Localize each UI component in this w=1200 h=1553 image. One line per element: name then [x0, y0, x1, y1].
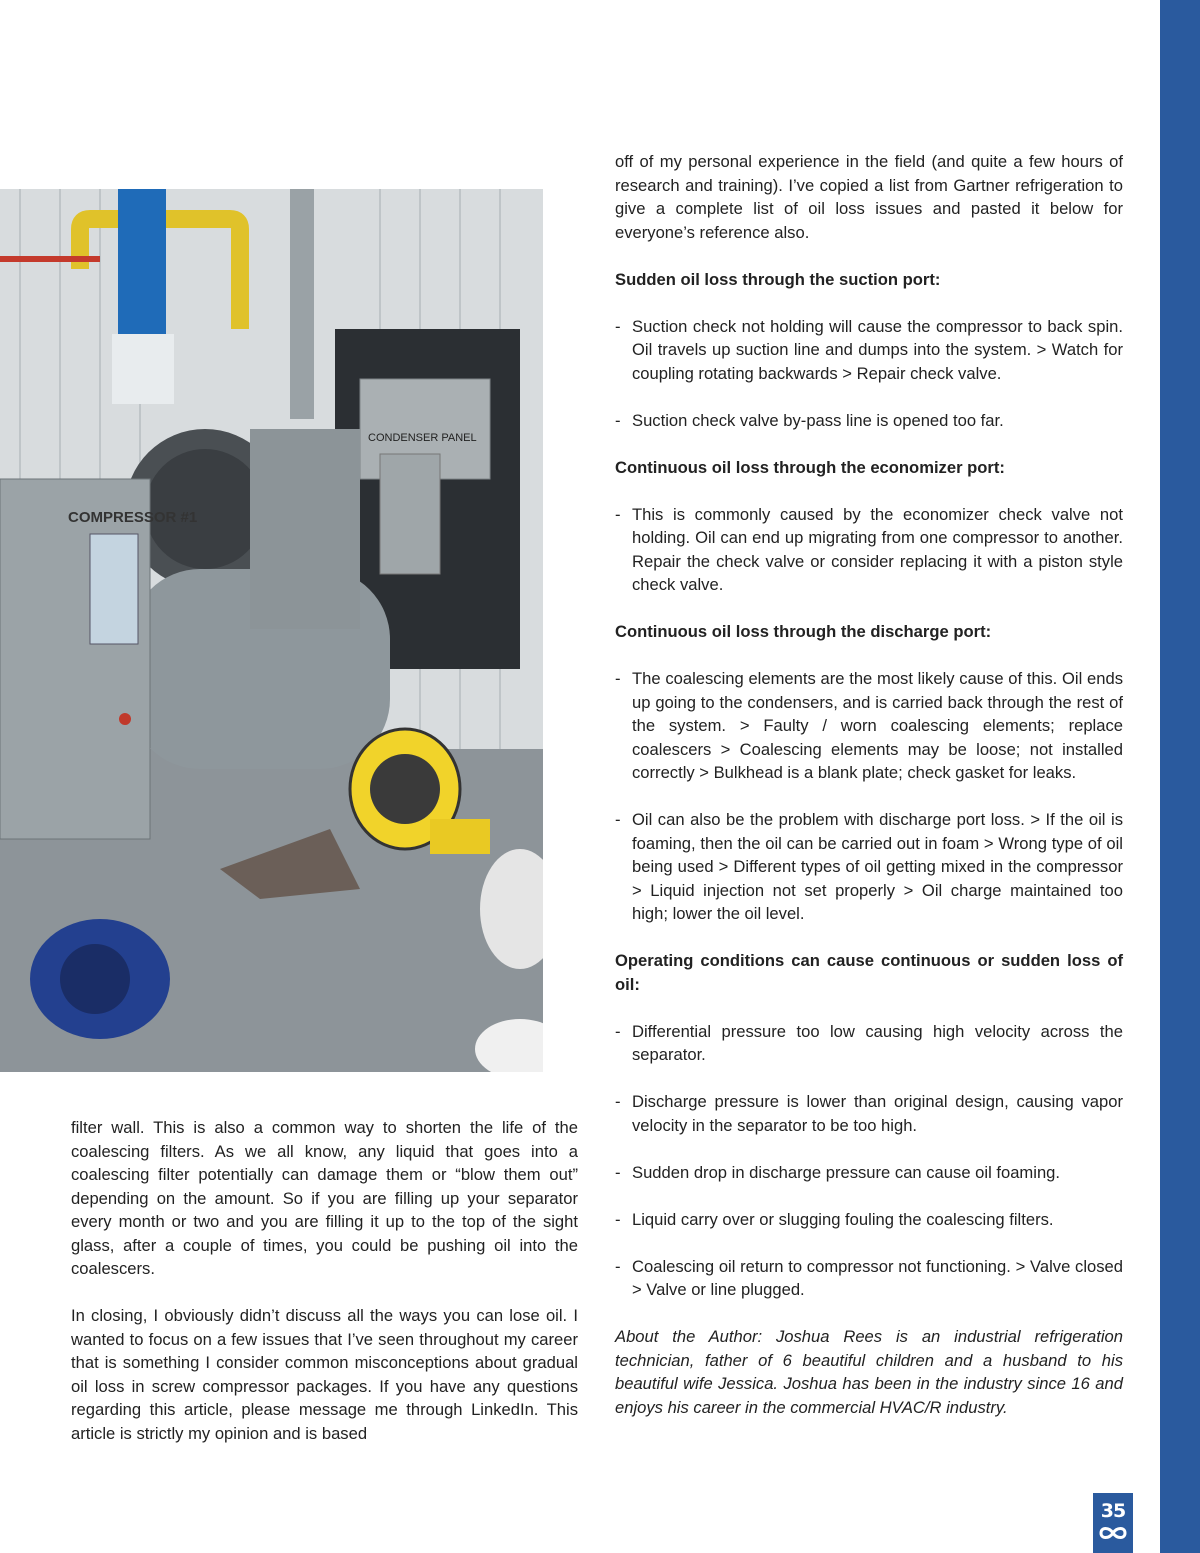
closing-paragraph: In closing, I obviously didn’t discuss all the ways you can lose oil. I wanted to focus on a few issues that I’ve seen throughout my career that is something I consider common misconceptions about gradual oil loss in screw compressor packages. If you have any questions regarding this article, please message me through LinkedIn. This article is strictly my opinion and is based [71, 1306, 578, 1443]
section-heading: Continuous oil loss through the economizer port: [615, 457, 1005, 477]
list-item: - Suction check valve by-pass line is opened too far. [615, 409, 1123, 433]
dash-bullet: - [615, 810, 621, 829]
dash-bullet: - [615, 1021, 621, 1041]
page-number: 35 [1100, 1500, 1126, 1522]
side-accent-bar [1160, 0, 1200, 1553]
dash-bullet: - [615, 1256, 621, 1276]
list-item: - The coalescing elements are the most likely cause of this. Oil ends up going to the condensers, and is carried back through the rest of the system. > Faulty / worn coalescing elements; replace coalescers > Coalescing elements may be loose; not installed correctly > Bulkhead is a blank plate; check gasket for leaks. [615, 669, 1123, 782]
body-paragraph: filter wall. This is also a common way to shorten the life of the coalescing filters. As we all know, any liquid that goes into a coalescing filter potentially can damage them or “blow them out” depending on the amount. So if you are filling up your separator every month or two and you are filling it up to the top of the sight glass, after a couple of times, you could be pushing oil into the coalescers. [71, 1118, 578, 1278]
list-item: - Coalescing oil return to compressor not functioning. > Valve closed > Valve or line plugged. [615, 1256, 1123, 1299]
right-column [615, 150, 1123, 1419]
compressor-sign: COMPRESSOR #1 [68, 509, 198, 526]
issue-list [615, 667, 1123, 926]
list-item: - Suction check not holding will cause the compressor to back spin. Oil travels up suction line and dumps into the system. > Watch for coupling rotating backwards > Repair check valve. [615, 316, 1123, 383]
list-item: - Liquid carry over or slugging fouling the coalescing filters. [615, 1208, 1123, 1232]
about-author: About the Author: Joshua Rees is an industrial refrigeration technician, father of 6 beautiful children and a husband to his beautiful wife Jessica. Joshua has been in the industry since 16 and enjoys his career in the commercial HVAC/R industry. [615, 1327, 1123, 1417]
issue-list [615, 315, 1123, 433]
section-heading: Operating conditions can cause continuous or sudden loss of oil: [615, 951, 1123, 994]
list-item: - This is commonly caused by the economizer check valve not holding. Oil can end up migrating from one compressor to another. Repair the check valve or consider replacing it with a piston style check valve. [615, 504, 1123, 594]
section-heading: Continuous oil loss through the discharge port: [615, 622, 992, 641]
infinity-icon [1098, 1525, 1128, 1541]
dash-bullet: - [615, 410, 621, 430]
page-number-badge [1093, 1493, 1133, 1553]
left-column [71, 1116, 578, 1469]
dash-bullet: - [615, 1092, 621, 1111]
list-item: - Discharge pressure is lower than original design, causing vapor velocity in the separator to be too high. [615, 1092, 1123, 1135]
compressor-photo-illustration [0, 189, 543, 1072]
dash-bullet: - [615, 504, 621, 524]
condenser-panel-sign: CONDENSER PANEL [368, 432, 477, 444]
list-item: - Oil can also be the problem with discharge port loss. > If the oil is foaming, then the oil can be carried out in foam > Wrong type of oil being used > Different types of oil getting mixed in the compressor > Liquid injection not set properly > Oil charge maintained too high; lower the oil level. [615, 810, 1123, 923]
list-item: - Sudden drop in discharge pressure can cause oil foaming. [615, 1161, 1123, 1185]
issue-list [615, 1020, 1123, 1302]
section-heading: Sudden oil loss through the suction port: [615, 269, 941, 289]
dash-bullet: - [615, 1162, 621, 1182]
compressor-photo [0, 189, 543, 1072]
dash-bullet: - [615, 669, 621, 688]
list-item: - Differential pressure too low causing high velocity across the separator. [615, 1021, 1123, 1064]
issue-list [615, 503, 1123, 597]
dash-bullet: - [615, 1209, 621, 1229]
intro-paragraph: off of my personal experience in the field (and quite a few hours of research and training). I’ve copied a list from Gartner refrigeration to give a complete list of oil loss issues and pasted it below for everyone’s reference also. [615, 152, 1123, 242]
dash-bullet: - [615, 316, 621, 336]
